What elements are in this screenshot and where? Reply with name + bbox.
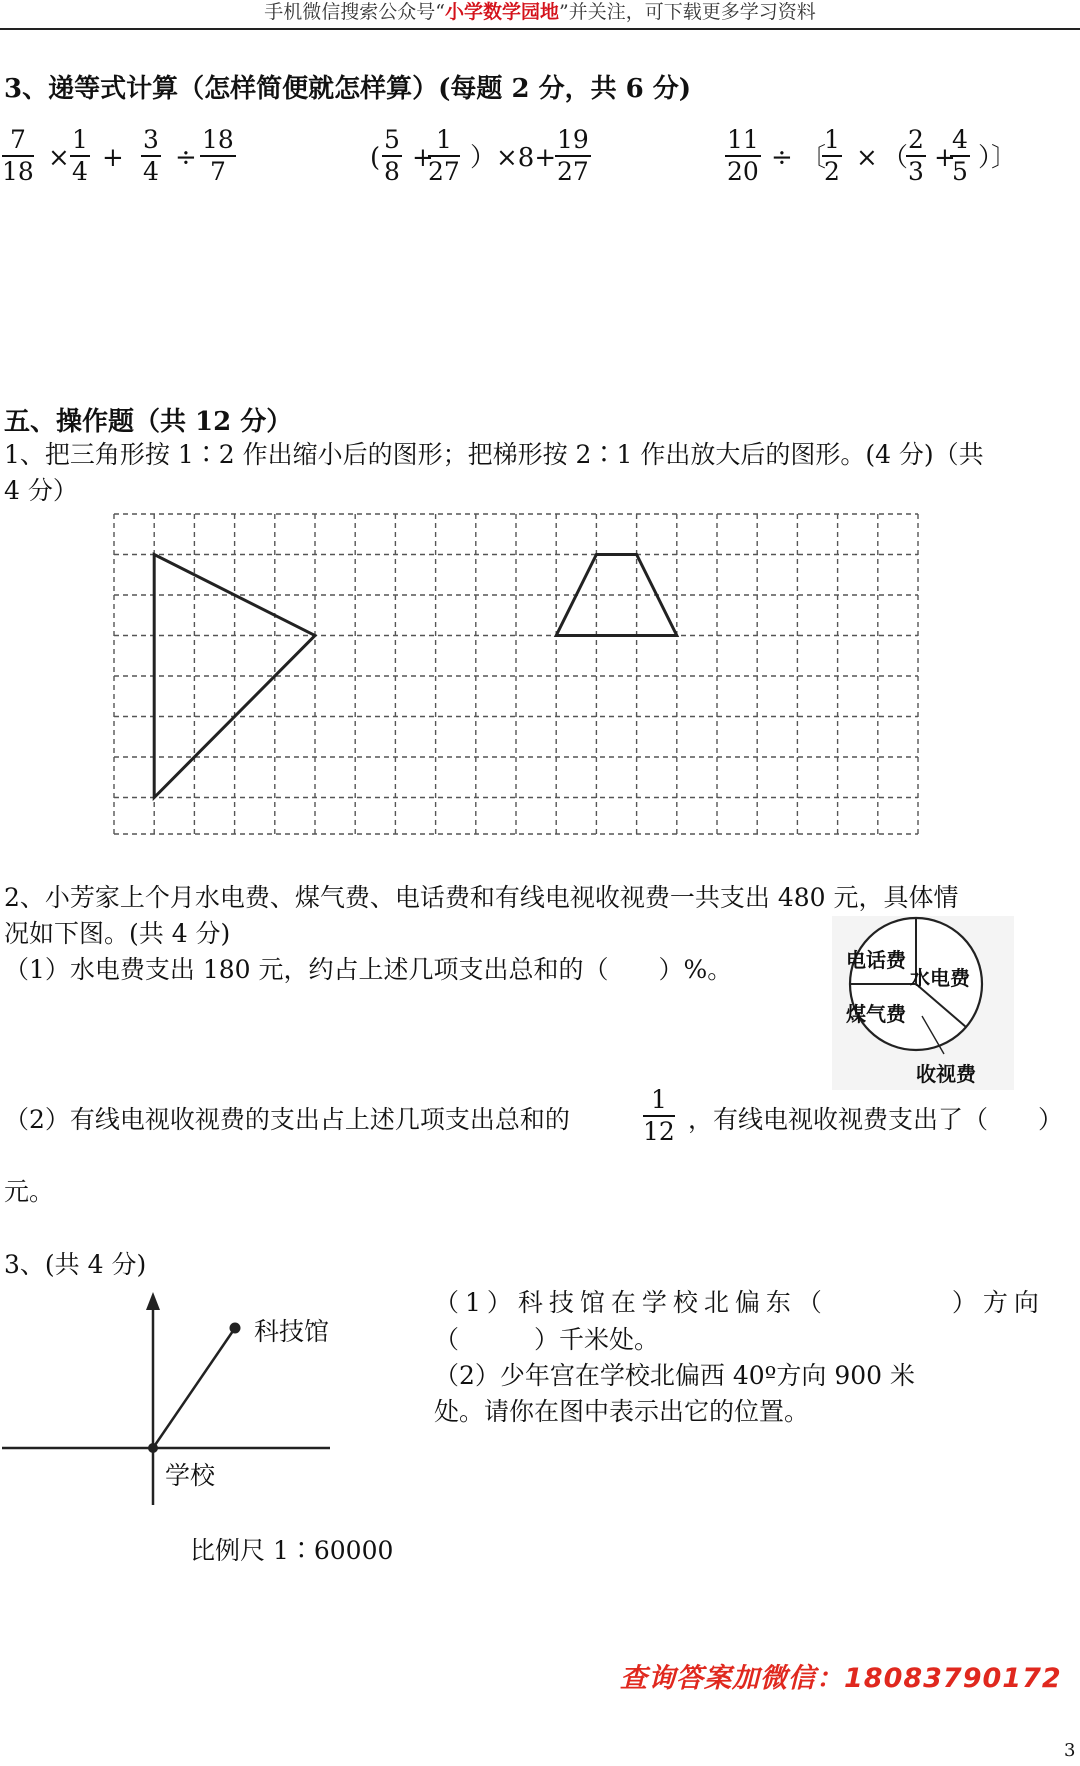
numerator: 1 [822, 125, 842, 157]
denominator: 4 [143, 157, 159, 186]
q2-open-paren: ( [370, 143, 381, 173]
op-question-2-line1: 2、小芳家上个月水电费、煤气费、电话费和有线电视收视费一共支出 480 元，具体情 [4, 883, 959, 912]
q1-fraction-2 [70, 125, 90, 187]
op-question-3-title: 3、(共 4 分) [4, 1250, 147, 1279]
denominator: 12 [643, 1117, 675, 1146]
q1-op-2: + [102, 143, 124, 173]
numerator: 1 [428, 125, 460, 157]
q1-fraction-1 [2, 125, 34, 187]
op-question-2-sub2-post: ，有线电视收视费支出了（ ） [688, 1105, 1064, 1134]
op-question-2-sub2-pre: （2）有线电视收视费的支出占上述几项支出总和的 [4, 1105, 570, 1134]
numerator: 1 [643, 1085, 675, 1117]
denominator: 8 [384, 157, 400, 186]
header-prefix: 手机微信搜索公众号“ [264, 1, 445, 23]
map-scale: 比例尺 1∶60000 [190, 1536, 394, 1565]
denominator: 18 [2, 157, 34, 186]
q1-op-1: × [48, 143, 70, 173]
expense-pie-figure [832, 916, 1014, 1090]
section5-title: 五、操作题（共 12 分） [4, 407, 293, 437]
grid-lines [114, 514, 918, 834]
north-arrow-icon [146, 1292, 160, 1310]
q3-op-1: ÷ [771, 143, 793, 173]
denominator: 5 [952, 157, 968, 186]
pie-label-gas: 煤气费 [846, 1002, 906, 1026]
pie-label-phone: 电话费 [846, 948, 906, 972]
op-question-3-sub2-line1: （2）少年宫在学校北偏西 40º方向 900 米 [434, 1361, 916, 1390]
q3-op-2: × [856, 143, 878, 173]
map-label-school: 学校 [165, 1461, 216, 1490]
header-highlight: 小学数学园地 [444, 1, 559, 23]
numerator: 4 [950, 125, 970, 157]
denominator: 2 [824, 157, 840, 186]
q3-paren-open: （ [882, 143, 909, 173]
numerator: 5 [382, 125, 402, 157]
op-question-2-sub2-tail: 元。 [4, 1177, 55, 1206]
pie-label-tv: 收视费 [916, 1062, 976, 1086]
denominator: 27 [557, 157, 589, 186]
denominator: 20 [727, 157, 759, 186]
q2-fraction-2 [428, 125, 460, 187]
numerator: 2 [906, 125, 926, 157]
map-label-museum: 科技馆 [254, 1317, 330, 1346]
header-suffix: ”并关注，可下载更多学习资料 [559, 1, 816, 23]
page-number: 3 [1064, 1740, 1076, 1761]
op-question-1-line2: 4 分） [4, 476, 78, 505]
q1-fraction-4 [200, 125, 236, 187]
page-header [0, 0, 1080, 30]
denominator: 4 [72, 157, 88, 186]
q3-op-3: + [934, 143, 956, 173]
numerator: 18 [200, 125, 236, 157]
q3-fraction-3 [906, 125, 926, 187]
op-question-1-line1: 1、把三角形按 1∶2 作出缩小后的图形；把梯形按 2∶1 作出放大后的图形。(4 分)（共 [4, 440, 984, 469]
numerator: 7 [2, 125, 34, 157]
op-question-3-sub1-line2: （ ）千米处。 [434, 1325, 660, 1354]
op-question-2-line2: 况如下图。(共 4 分) [4, 919, 231, 948]
dotted-grid-figure [110, 510, 922, 838]
pie-label-water: 水电费 [910, 966, 970, 990]
numerator: 3 [141, 125, 161, 157]
section3-title: 3、递等式计算（怎样简便就怎样算）(每题 2 分，共 6 分) [4, 74, 692, 104]
contact-watermark: 查询答案加微信：18083790172 [620, 1663, 1062, 1694]
op-question-3-sub1-line1: （1）科技馆在学校北偏东（ ）方向 [434, 1288, 1045, 1317]
op-question-3-sub2-line2: 处。请你在图中表示出它的位置。 [434, 1397, 810, 1426]
numerator: 11 [725, 125, 761, 157]
q3-bracket-open: 〔 [800, 143, 827, 173]
q3-fraction-4 [950, 125, 970, 187]
denominator: 7 [209, 157, 226, 186]
q2-fraction-1 [382, 125, 402, 187]
q3-fraction-2 [822, 125, 842, 187]
q3-fraction-1 [725, 125, 761, 187]
q3-close: ）〕 [978, 143, 1018, 173]
q1-op-3: ÷ [175, 143, 197, 173]
numerator: 1 [70, 125, 90, 157]
q2-op-1: + [412, 143, 434, 173]
denominator: 3 [908, 157, 924, 186]
sub2-fraction [643, 1085, 675, 1147]
q2-close-mul: ）×8+ [470, 143, 557, 173]
numerator: 19 [555, 125, 591, 157]
q2-fraction-3 [555, 125, 591, 187]
q1-fraction-3 [141, 125, 161, 187]
op-question-2-sub1: （1）水电费支出 180 元，约占上述几项支出总和的（ ）%。 [4, 955, 733, 984]
denominator: 27 [428, 157, 460, 186]
